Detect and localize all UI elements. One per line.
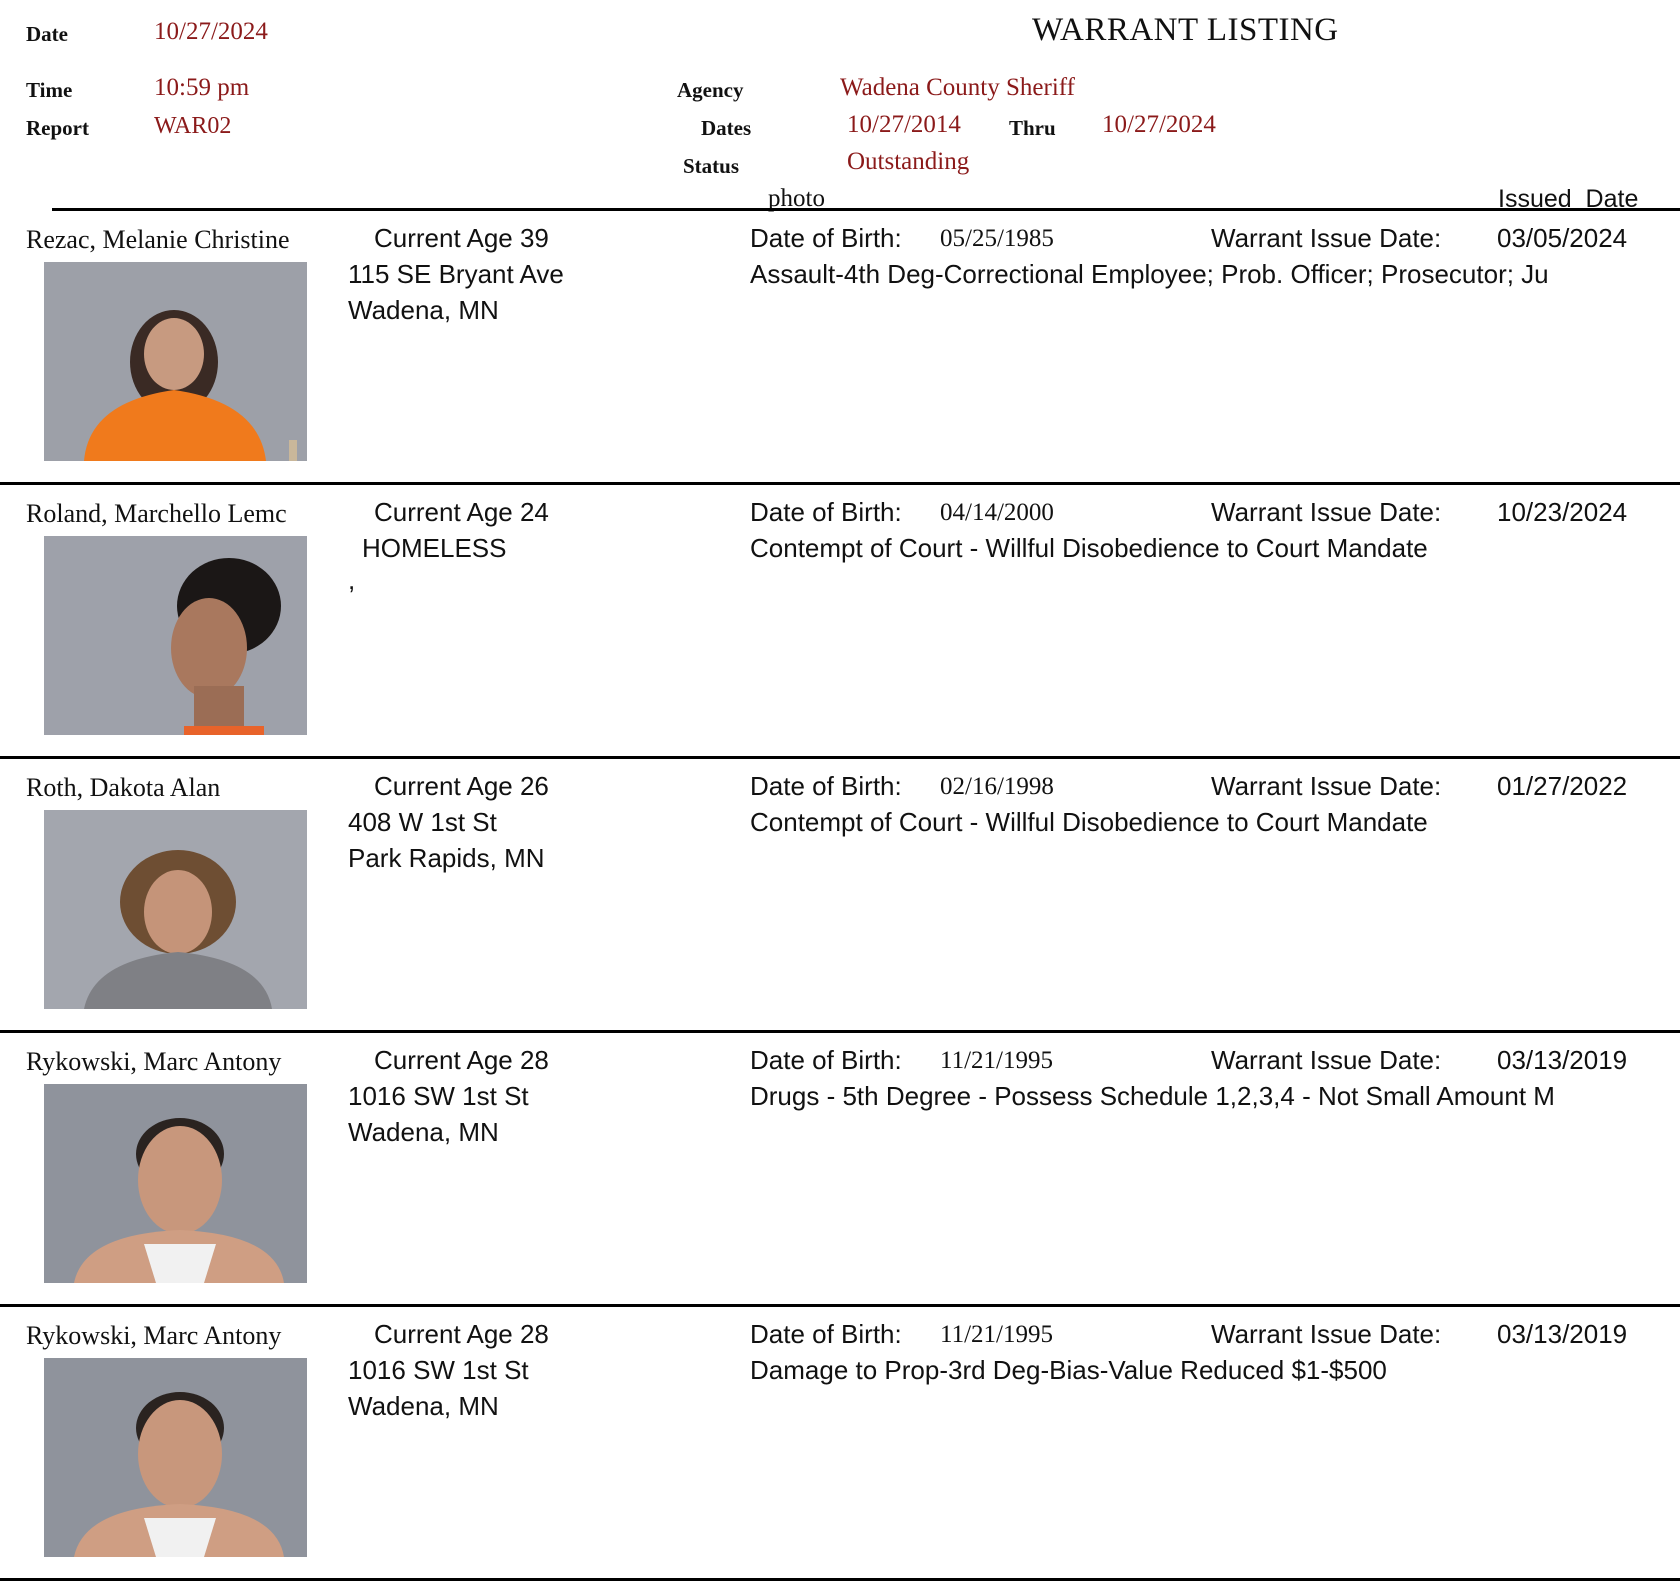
date-of-birth: 04/14/2000: [940, 499, 1054, 526]
warrant-issue-date: 01/27/2022: [1497, 771, 1628, 801]
status-label: Status: [683, 154, 740, 178]
warrant-record: [0, 1033, 1680, 1307]
date-of-birth: 05/25/1985: [940, 225, 1054, 252]
mugshot-photo: [44, 1084, 307, 1283]
warrant-issue-date-label: Warrant Issue Date:: [1211, 1319, 1442, 1349]
dob-label: Date of Birth:: [750, 497, 902, 527]
time-label: Time: [26, 78, 73, 102]
mugshot-photo: [44, 536, 307, 735]
warrant-record: [0, 759, 1680, 1033]
date-of-birth: 11/21/1995: [940, 1047, 1053, 1074]
dob-label: Date of Birth:: [750, 1045, 902, 1075]
person-name: Roland, Marchello Lemc: [26, 499, 287, 528]
dates-label: Dates: [701, 116, 752, 140]
status-value: Outstanding: [847, 148, 970, 175]
current-age: Current Age 28: [374, 1045, 549, 1075]
column-header-photo: photo: [768, 185, 825, 212]
warrant-issue-date: 03/13/2019: [1497, 1045, 1628, 1075]
person-name: Roth, Dakota Alan: [26, 773, 221, 802]
offense-description: Drugs - 5th Degree - Possess Schedule 1,2,3,4 - Not Small Amount M: [750, 1081, 1555, 1111]
mugshot-image: [44, 810, 307, 1009]
dates-from: 10/27/2014: [847, 111, 961, 138]
report-label: Report: [26, 116, 89, 140]
warrant-issue-date: 03/13/2019: [1497, 1319, 1628, 1349]
warrant-issue-date-label: Warrant Issue Date:: [1211, 1045, 1442, 1075]
offense-description: Damage to Prop-3rd Deg-Bias-Value Reduced $1-$500: [750, 1355, 1387, 1385]
address-line1: 115 SE Bryant Ave: [348, 259, 564, 289]
mugshot-photo: [44, 262, 307, 461]
address-line2: Wadena, MN: [348, 295, 499, 325]
address-line2: Park Rapids, MN: [348, 843, 545, 873]
warrant-issue-date: 10/23/2024: [1497, 497, 1628, 527]
agency-value: Wadena County Sheriff: [840, 74, 1075, 101]
report-date: 10/27/2024: [154, 18, 268, 45]
address-line2: Wadena, MN: [348, 1391, 499, 1421]
dob-label: Date of Birth:: [750, 1319, 902, 1349]
date-label: Date: [26, 22, 68, 46]
dob-label: Date of Birth:: [750, 771, 902, 801]
warrant-issue-date-label: Warrant Issue Date:: [1211, 223, 1442, 253]
mugshot-image: [44, 536, 307, 735]
warrant-issue-date: 03/05/2024: [1497, 223, 1628, 253]
agency-label: Agency: [677, 78, 744, 102]
current-age: Current Age 39: [374, 223, 549, 253]
warrant-issue-date-label: Warrant Issue Date:: [1211, 497, 1442, 527]
address-line2: ,: [348, 565, 356, 595]
report-code: WAR02: [154, 113, 232, 139]
person-name: Rezac, Melanie Christine: [26, 225, 290, 254]
mugshot-photo: [44, 810, 307, 1009]
mugshot-image: [44, 262, 307, 461]
mugshot-image: [44, 1358, 307, 1557]
column-header-issued-date: Issued Date: [1498, 185, 1639, 213]
address-line1: 1016 SW 1st St: [348, 1355, 529, 1385]
address-line2: Wadena, MN: [348, 1117, 499, 1147]
warrant-issue-date-label: Warrant Issue Date:: [1211, 771, 1442, 801]
date-of-birth: 11/21/1995: [940, 1321, 1053, 1348]
mugshot-image: [44, 1084, 307, 1283]
offense-description: Contempt of Court - Willful Disobedience to Court Mandate: [750, 533, 1428, 563]
date-of-birth: 02/16/1998: [940, 773, 1054, 800]
mugshot-photo: [44, 1358, 307, 1557]
address-line1: HOMELESS: [362, 533, 507, 563]
address-line1: 408 W 1st St: [348, 807, 497, 837]
dob-label: Date of Birth:: [750, 223, 902, 253]
current-age: Current Age 24: [374, 497, 549, 527]
warrant-record: [0, 1307, 1680, 1581]
warrant-record: [0, 211, 1680, 485]
person-name: Rykowski, Marc Antony: [26, 1321, 282, 1350]
record-divider: [0, 1578, 1680, 1581]
address-line1: 1016 SW 1st St: [348, 1081, 529, 1111]
dates-to: 10/27/2024: [1102, 111, 1216, 138]
current-age: Current Age 26: [374, 771, 549, 801]
report-time: 10:59 pm: [154, 74, 250, 101]
person-name: Rykowski, Marc Antony: [26, 1047, 282, 1076]
page-title: WARRANT LISTING: [1032, 12, 1339, 48]
offense-description: Assault-4th Deg-Correctional Employee; Prob. Officer; Prosecutor; Ju: [750, 259, 1549, 289]
warrant-record: [0, 485, 1680, 759]
thru-label: Thru: [1009, 116, 1056, 140]
current-age: Current Age 28: [374, 1319, 549, 1349]
offense-description: Contempt of Court - Willful Disobedience to Court Mandate: [750, 807, 1428, 837]
